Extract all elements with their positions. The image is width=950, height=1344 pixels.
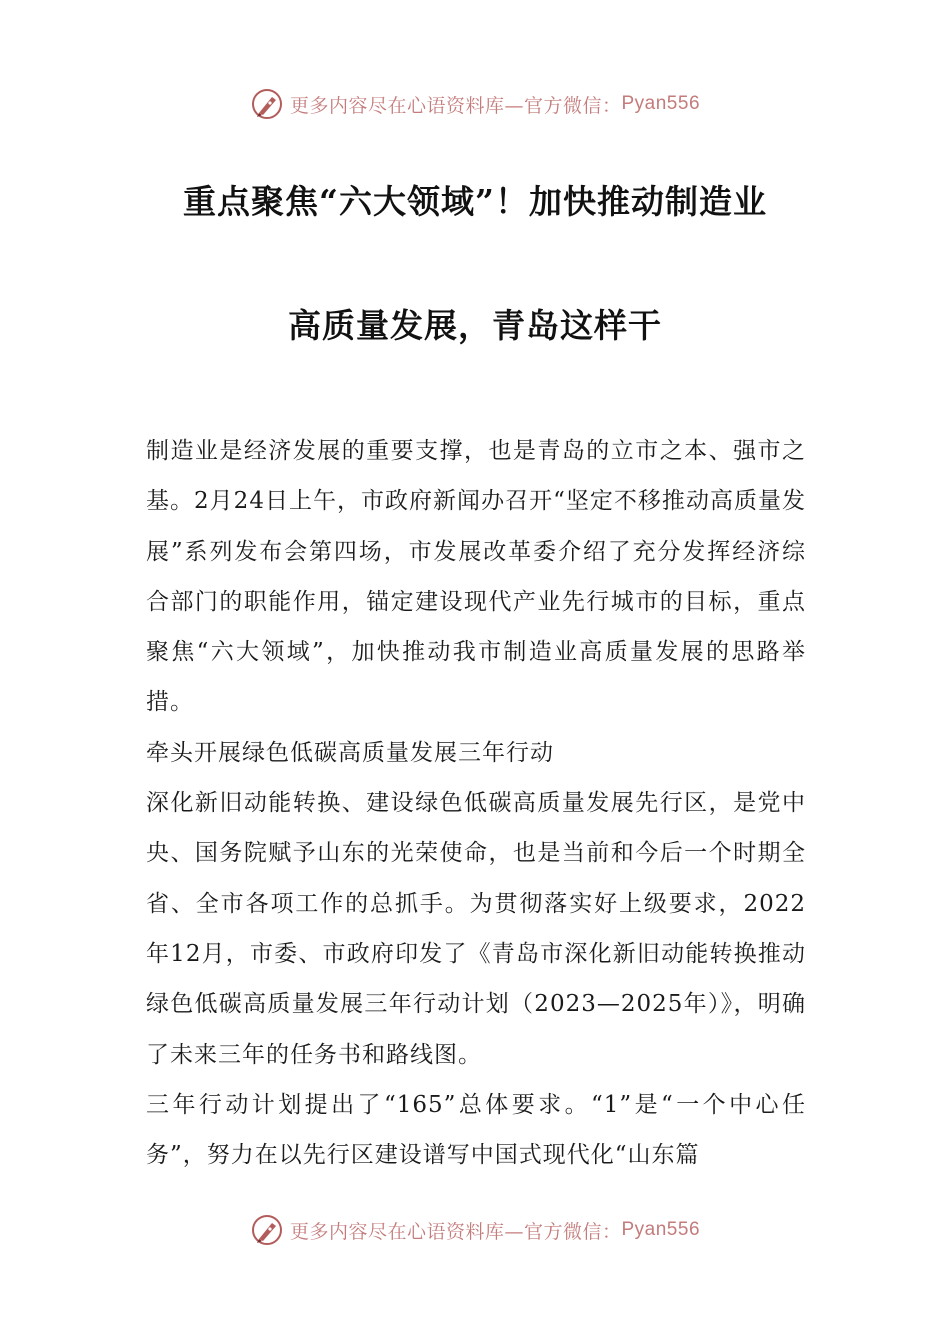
section-heading: 牵头开展绿色低碳高质量发展三年行动 xyxy=(146,739,554,766)
paragraph-background: 深化新旧动能转换、建设绿色低碳高质量发展先行区，是党中央、国务院赋予山东的光荣使命，也是当前和今后一个时期全省、全市各项工作的总抓手。为贯彻落实好上级要求，2022年12月，市委、市政府印发了《青岛市深化新旧动能转换推动绿色低碳高质量发展三年行动计划（2023—2025年）》，明确了未来三年的任务书和路线图。 xyxy=(146,790,806,1068)
pen-nib-icon xyxy=(250,1213,284,1247)
document-title-line-2: 高质量发展，青岛这样干 xyxy=(288,306,662,345)
watermark-wechat-id: Pyan556 xyxy=(621,1219,701,1240)
watermark-header xyxy=(0,84,950,124)
watermark-text: 更多内容尽在心语资料库—官方微信： xyxy=(289,1220,622,1243)
watermark-wechat-id: Pyan556 xyxy=(621,93,701,114)
article-body xyxy=(146,426,806,1180)
pen-nib-icon xyxy=(250,87,284,121)
document-title-line-1: 重点聚焦“六大领域”！加快推动制造业 xyxy=(183,182,767,221)
paragraph-intro: 制造业是经济发展的重要支撑，也是青岛的立市之本、强市之基。2月24日上午，市政府新闻办召开“坚定不移推动高质量发展”系列发布会第四场，市发展改革委介绍了充分发挥经济综合部门的职能作用，锚定建设现代产业先行城市的目标，重点聚焦“六大领域”，加快推动我市制造业高质量发展的思路举措。 xyxy=(146,438,806,716)
watermark-footer xyxy=(0,1210,950,1250)
watermark-text: 更多内容尽在心语资料库—官方微信： xyxy=(289,94,622,117)
paragraph-requirements: 三年行动计划提出了“165”总体要求。“1”是“一个中心任务”，努力在以先行区建设谱写中国式现代化“山东篇 xyxy=(146,1091,806,1169)
